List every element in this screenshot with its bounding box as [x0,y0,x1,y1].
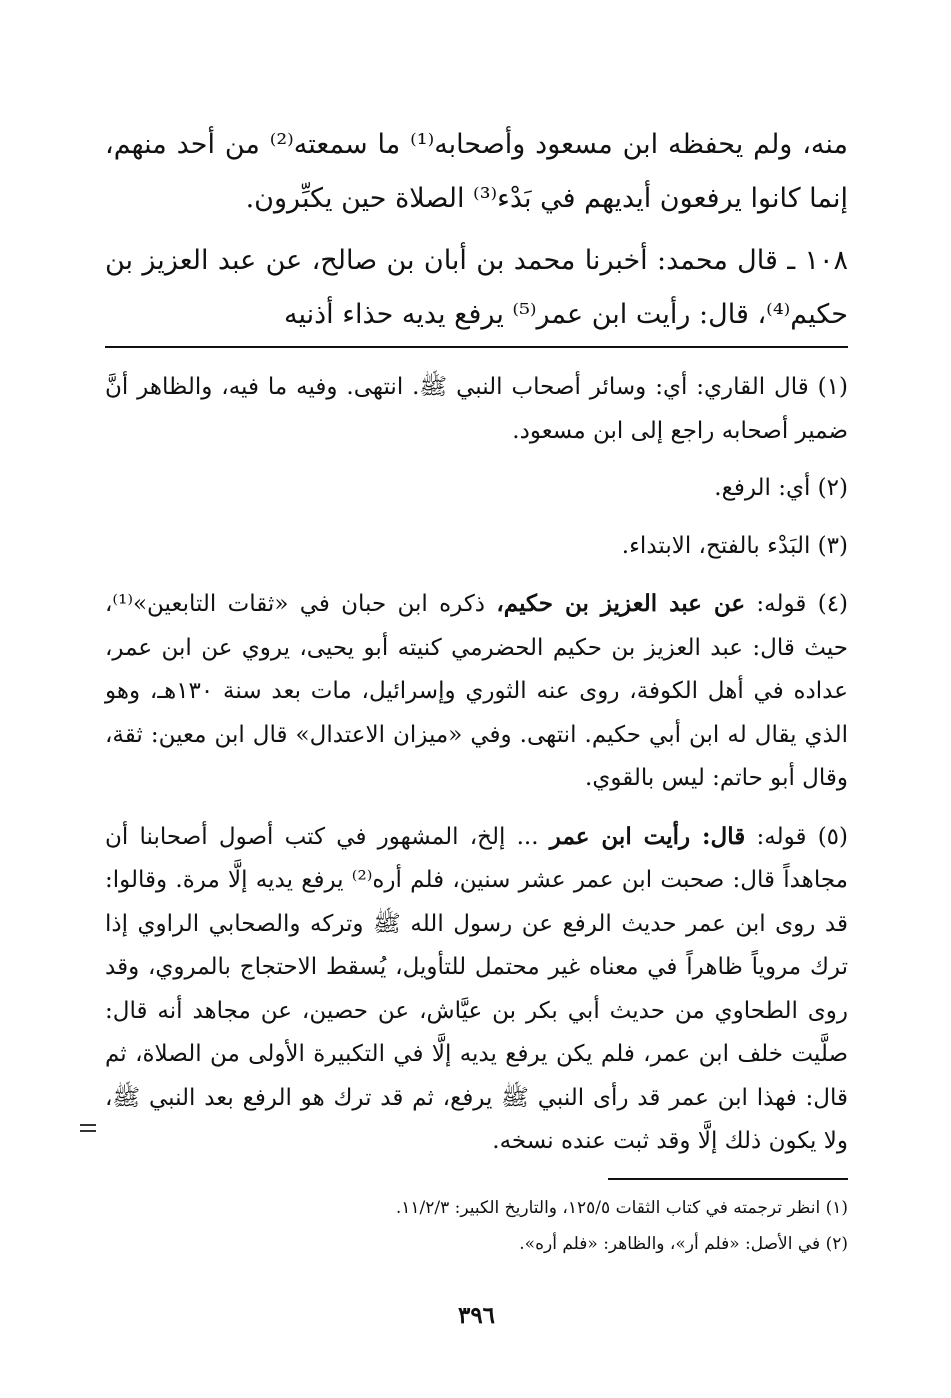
footnote-text: أي: الرفع. [714,475,811,501]
footnote-number: (٤) [817,591,849,617]
footnote-separator [105,346,848,348]
footnote-1 [105,366,848,453]
subfootnote-separator [608,1178,848,1180]
footnote-lead: قوله: [756,823,807,850]
footnote-3 [105,525,848,569]
subfootnote-2: (٢) في الأصل: «فلم أر»، والظاهر: «فلم أره». [519,1234,848,1254]
footnote-lead: قوله: [756,591,807,617]
footnote-2 [105,467,848,511]
footnote-bold-phrase: قال: رأيت ابن عمر [549,822,746,850]
subfootnotes [105,1190,848,1262]
footnote-5 [105,815,848,1164]
footnote-text: البَدْء بالفتح، الابتداء. [621,532,811,559]
subfootnote-1: (١) انظر ترجمته في كتاب الثقات ١٢٥/٥، والتاريخ الكبير: ١١/٢/٣. [395,1198,848,1218]
main-paragraph-2: ١٠٨ ـ قال محمد: أخبرنا محمد بن أبان بن صالح، عن عبد العزيز بن حكيم⁽⁴⁾، قال: رأيت ابن عمر⁽⁵⁾ يرفع يديه حذاء أذنيه [105,245,848,330]
footnote-number: (١) [817,374,848,400]
footnote-number: (٥) [817,823,849,850]
margin-mark [80,1124,96,1134]
page-number: ٣٩٦ [457,1302,496,1329]
footnotes [105,366,848,1164]
footnote-4 [105,582,848,801]
footnote-bold-phrase: عن عبد العزيز بن حكيم، [496,590,746,617]
page-content [105,0,848,1398]
footnote-text: ... إلخ، المشهور في كتب أصول أصحابنا أن مجاهداً قال: صحبت ابن عمر عشر سنين، فلم أره⁽²⁾ يرفع يديه إلَّا مرة. وقالوا: قد روى ابن عمر حديث الرفع عن رسول الله ﷺ وتركه والصحابي الراوي إذا ترك مروياً ظاهراً في معناه غير محتمل للتأويل، يُسقط الاحتجاج بالمروي، وقد روى الطحاوي من حديث أبي بكر بن عيَّاش، عن حصين، عن مجاهد أنه قال: صلَّيت خلف ابن عمر، فلم يكن يرفع يديه إلَّا في التكبيرة الأولى من الصلاة، ثم قال: فهذا ابن عمر قد رأى النبي ﷺ يرفع، ثم قد ترك هو الرفع بعد النبي ﷺ، ولا يكون ذلك إلَّا وقد ثبت عنده نسخه. [105,823,848,1154]
main-text [105,118,848,342]
footnote-text: ذكره ابن حبان في «ثقات التابعين»⁽¹⁾، حيث قال: عبد العزيز بن حكيم الحضرمي كنيته أبو يحيى، يروي عن ابن عمر، عداده في أهل الكوفة، روى عنه الثوري وإسرائيل، مات بعد سنة ١٣٠هـ، وهو الذي يقال له ابن أبي حكيم. انتهى. وفي «ميزان الاعتدال» قال ابن معين: ثقة، وقال أبو حاتم: ليس بالقوي. [105,591,848,791]
main-paragraph-1: منه، ولم يحفظه ابن مسعود وأصحابه⁽¹⁾ ما سمعته⁽²⁾ من أحد منهم، إنما كانوا يرفعون أيديهم في بَدْء⁽³⁾ الصلاة حين يكبِّرون. [105,129,848,214]
footnote-number: (٣) [817,532,848,559]
footnote-number: (٢) [817,475,848,501]
footnote-text: قال القاري: أي: وسائر أصحاب النبي ﷺ. انتهى. وفيه ما فيه، والظاهر أنَّ ضمير أصحابه راجع إلى ابن مسعود. [105,374,848,444]
